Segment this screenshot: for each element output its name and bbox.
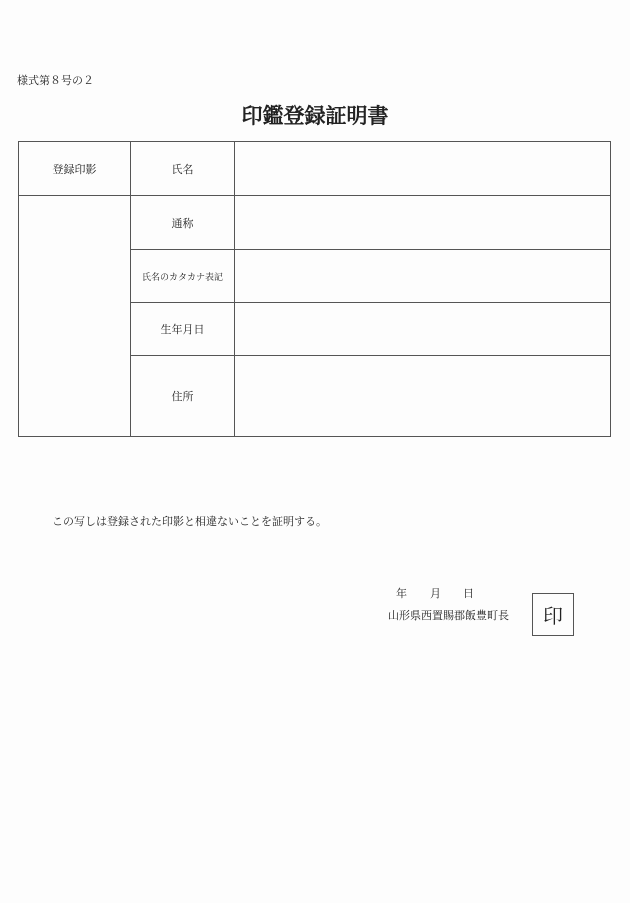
- issuer-name: 山形県西置賜郡飯豊町長: [388, 609, 509, 622]
- seal-impression-label: 登録印影: [19, 142, 131, 196]
- date-year: 年: [396, 587, 407, 600]
- form-number: 様式第８号の２: [17, 74, 94, 87]
- field-label-name: 氏名: [131, 142, 235, 196]
- field-value-name: [235, 142, 611, 196]
- document-title: 印鑑登録証明書: [241, 103, 389, 128]
- certification-statement: この写しは登録された印影と相違ないことを証明する。: [52, 515, 327, 528]
- field-value-address: [235, 356, 611, 437]
- certificate-table: [18, 141, 611, 437]
- date-month: 月: [430, 587, 441, 600]
- field-value-birthdate: [235, 303, 611, 356]
- table-row: [19, 142, 611, 196]
- field-label-address: 住所: [131, 356, 235, 437]
- field-value-katakana: [235, 250, 611, 303]
- official-seal-box: [532, 593, 574, 636]
- field-label-katakana: 氏名のカタカナ表記: [131, 250, 235, 303]
- field-label-alias: 通称: [131, 196, 235, 250]
- seal-mark: 印: [543, 604, 563, 628]
- table-row: [19, 196, 611, 250]
- field-value-alias: [235, 196, 611, 250]
- date-day: 日: [463, 587, 474, 600]
- field-label-birthdate: 生年月日: [131, 303, 235, 356]
- seal-impression-area: [19, 196, 131, 437]
